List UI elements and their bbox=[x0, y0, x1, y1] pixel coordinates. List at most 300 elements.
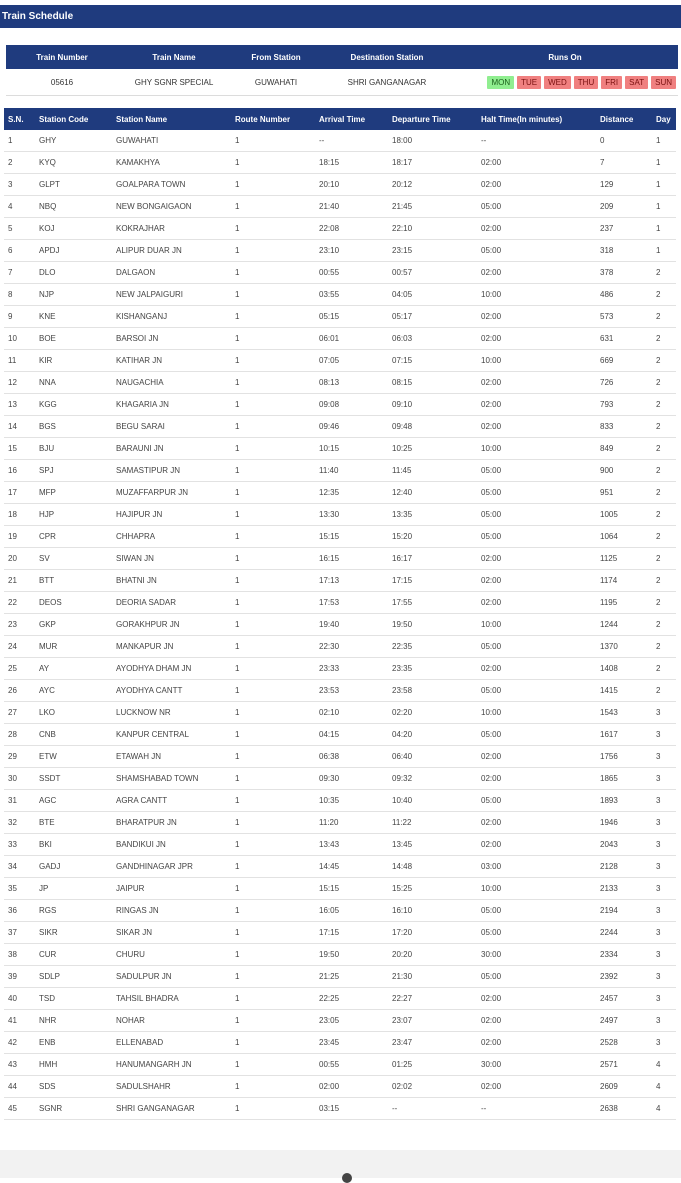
halt-time-cell: 02:00 bbox=[477, 174, 596, 196]
station-name-cell: RINGAS JN bbox=[112, 900, 231, 922]
arrival-time-cell: 23:53 bbox=[315, 680, 388, 702]
arrival-time-cell: 10:15 bbox=[315, 438, 388, 460]
day-cell: 1 bbox=[652, 174, 676, 196]
day-badge-sat: SAT bbox=[625, 76, 648, 89]
train-info-table bbox=[6, 45, 678, 96]
day-cell: 3 bbox=[652, 1010, 676, 1032]
arrival-time-cell: 09:30 bbox=[315, 768, 388, 790]
station-name-cell: AYODHYA CANTT bbox=[112, 680, 231, 702]
station-code-cell: SV bbox=[35, 548, 112, 570]
sn-cell: 39 bbox=[4, 966, 35, 988]
day-cell: 2 bbox=[652, 636, 676, 658]
day-badge-thu: THU bbox=[574, 76, 598, 89]
station-name-cell: NOHAR bbox=[112, 1010, 231, 1032]
station-code-cell: BKI bbox=[35, 834, 112, 856]
sn-cell: 10 bbox=[4, 328, 35, 350]
departure-time-cell: 02:02 bbox=[388, 1076, 477, 1098]
day-cell: 1 bbox=[652, 218, 676, 240]
sn-cell: 12 bbox=[4, 372, 35, 394]
station-code-cell: HMH bbox=[35, 1054, 112, 1076]
halt-time-cell: 02:00 bbox=[477, 988, 596, 1010]
halt-time-cell: 02:00 bbox=[477, 812, 596, 834]
halt-time-cell: 10:00 bbox=[477, 284, 596, 306]
table-row bbox=[4, 878, 676, 900]
station-code-cell: BTT bbox=[35, 570, 112, 592]
departure-time-cell: 19:50 bbox=[388, 614, 477, 636]
route-number-cell: 1 bbox=[231, 130, 315, 152]
route-number-cell: 1 bbox=[231, 1032, 315, 1054]
day-badge-sun: SUN bbox=[651, 76, 676, 89]
route-number-cell: 1 bbox=[231, 988, 315, 1010]
halt-time-cell: 05:00 bbox=[477, 526, 596, 548]
station-name-cell: SIKAR JN bbox=[112, 922, 231, 944]
col-halt-time: Halt Time(In minutes) bbox=[477, 108, 596, 130]
distance-cell: 2497 bbox=[596, 1010, 652, 1032]
day-badge-fri: FRI bbox=[601, 76, 622, 89]
train-info-row bbox=[6, 69, 678, 96]
distance-cell: 726 bbox=[596, 372, 652, 394]
table-row bbox=[4, 922, 676, 944]
station-code-cell: JP bbox=[35, 878, 112, 900]
col-departure-time: Departure Time bbox=[388, 108, 477, 130]
route-number-cell: 1 bbox=[231, 306, 315, 328]
day-cell: 2 bbox=[652, 526, 676, 548]
halt-time-cell: -- bbox=[477, 1098, 596, 1120]
sn-cell: 45 bbox=[4, 1098, 35, 1120]
day-cell: 3 bbox=[652, 878, 676, 900]
station-name-cell: BARSOI JN bbox=[112, 328, 231, 350]
departure-time-cell: 11:45 bbox=[388, 460, 477, 482]
table-row bbox=[4, 1054, 676, 1076]
distance-cell: 951 bbox=[596, 482, 652, 504]
table-row bbox=[4, 482, 676, 504]
departure-time-cell: 20:20 bbox=[388, 944, 477, 966]
day-cell: 3 bbox=[652, 922, 676, 944]
halt-time-cell: 02:00 bbox=[477, 548, 596, 570]
sn-cell: 17 bbox=[4, 482, 35, 504]
arrival-time-cell: 15:15 bbox=[315, 878, 388, 900]
arrival-time-cell: 00:55 bbox=[315, 1054, 388, 1076]
station-code-cell: BGS bbox=[35, 416, 112, 438]
footer-bar bbox=[0, 1150, 681, 1178]
route-number-cell: 1 bbox=[231, 196, 315, 218]
station-code-cell: BJU bbox=[35, 438, 112, 460]
page-title: Train Schedule bbox=[2, 11, 74, 22]
arrival-time-cell: 18:15 bbox=[315, 152, 388, 174]
route-number-cell: 1 bbox=[231, 504, 315, 526]
station-name-cell: NEW JALPAIGURI bbox=[112, 284, 231, 306]
table-row bbox=[4, 746, 676, 768]
table-row bbox=[4, 900, 676, 922]
sn-cell: 35 bbox=[4, 878, 35, 900]
route-number-cell: 1 bbox=[231, 702, 315, 724]
route-number-cell: 1 bbox=[231, 1054, 315, 1076]
station-code-cell: GLPT bbox=[35, 174, 112, 196]
table-row bbox=[4, 240, 676, 262]
station-code-cell: DLO bbox=[35, 262, 112, 284]
route-number-cell: 1 bbox=[231, 218, 315, 240]
distance-cell: 2244 bbox=[596, 922, 652, 944]
departure-time-cell: -- bbox=[388, 1098, 477, 1120]
arrival-time-cell: 16:05 bbox=[315, 900, 388, 922]
departure-time-cell: 04:20 bbox=[388, 724, 477, 746]
station-code-cell: ETW bbox=[35, 746, 112, 768]
halt-time-cell: 05:00 bbox=[477, 922, 596, 944]
table-row bbox=[4, 790, 676, 812]
route-number-cell: 1 bbox=[231, 1076, 315, 1098]
distance-cell: 900 bbox=[596, 460, 652, 482]
distance-cell: 2571 bbox=[596, 1054, 652, 1076]
day-cell: 3 bbox=[652, 944, 676, 966]
table-row bbox=[4, 130, 676, 152]
route-number-cell: 1 bbox=[231, 922, 315, 944]
table-row bbox=[4, 680, 676, 702]
route-number-cell: 1 bbox=[231, 636, 315, 658]
day-cell: 1 bbox=[652, 130, 676, 152]
route-number-cell: 1 bbox=[231, 1010, 315, 1032]
route-number-cell: 1 bbox=[231, 262, 315, 284]
halt-time-cell: 02:00 bbox=[477, 218, 596, 240]
departure-time-cell: 22:35 bbox=[388, 636, 477, 658]
distance-cell: 1244 bbox=[596, 614, 652, 636]
departure-time-cell: 04:05 bbox=[388, 284, 477, 306]
day-cell: 1 bbox=[652, 152, 676, 174]
day-cell: 2 bbox=[652, 482, 676, 504]
station-name-cell: BANDIKUI JN bbox=[112, 834, 231, 856]
col-train-number: Train Number bbox=[6, 45, 118, 69]
departure-time-cell: 08:15 bbox=[388, 372, 477, 394]
departure-time-cell: 09:32 bbox=[388, 768, 477, 790]
halt-time-cell: 02:00 bbox=[477, 372, 596, 394]
station-name-cell: LUCKNOW NR bbox=[112, 702, 231, 724]
sn-cell: 28 bbox=[4, 724, 35, 746]
halt-time-cell: 05:00 bbox=[477, 790, 596, 812]
departure-time-cell: 01:25 bbox=[388, 1054, 477, 1076]
distance-cell: 209 bbox=[596, 196, 652, 218]
route-number-cell: 1 bbox=[231, 240, 315, 262]
distance-cell: 318 bbox=[596, 240, 652, 262]
table-row bbox=[4, 592, 676, 614]
halt-time-cell: 05:00 bbox=[477, 680, 596, 702]
station-code-cell: CPR bbox=[35, 526, 112, 548]
halt-time-cell: 30:00 bbox=[477, 1054, 596, 1076]
table-row bbox=[4, 768, 676, 790]
station-code-cell: SIKR bbox=[35, 922, 112, 944]
day-cell: 2 bbox=[652, 548, 676, 570]
distance-cell: 833 bbox=[596, 416, 652, 438]
distance-cell: 1617 bbox=[596, 724, 652, 746]
arrival-time-cell: 11:40 bbox=[315, 460, 388, 482]
halt-time-cell: 02:00 bbox=[477, 1032, 596, 1054]
halt-time-cell: 10:00 bbox=[477, 878, 596, 900]
sn-cell: 30 bbox=[4, 768, 35, 790]
station-code-cell: MUR bbox=[35, 636, 112, 658]
halt-time-cell: 10:00 bbox=[477, 614, 596, 636]
halt-time-cell: 05:00 bbox=[477, 966, 596, 988]
station-name-cell: KATIHAR JN bbox=[112, 350, 231, 372]
table-row bbox=[4, 1032, 676, 1054]
arrival-time-cell: 03:15 bbox=[315, 1098, 388, 1120]
day-cell: 3 bbox=[652, 834, 676, 856]
col-from-station: From Station bbox=[230, 45, 322, 69]
sn-cell: 2 bbox=[4, 152, 35, 174]
distance-cell: 1946 bbox=[596, 812, 652, 834]
route-number-cell: 1 bbox=[231, 174, 315, 196]
loading-indicator-icon bbox=[342, 1173, 352, 1183]
sn-cell: 16 bbox=[4, 460, 35, 482]
departure-time-cell: 05:17 bbox=[388, 306, 477, 328]
day-cell: 2 bbox=[652, 262, 676, 284]
schedule-header-row bbox=[4, 108, 676, 130]
departure-time-cell: 14:48 bbox=[388, 856, 477, 878]
distance-cell: 1543 bbox=[596, 702, 652, 724]
sn-cell: 6 bbox=[4, 240, 35, 262]
arrival-time-cell: 23:05 bbox=[315, 1010, 388, 1032]
station-code-cell: SGNR bbox=[35, 1098, 112, 1120]
sn-cell: 31 bbox=[4, 790, 35, 812]
distance-cell: 2609 bbox=[596, 1076, 652, 1098]
arrival-time-cell: 17:53 bbox=[315, 592, 388, 614]
station-name-cell: NAUGACHIA bbox=[112, 372, 231, 394]
sn-cell: 13 bbox=[4, 394, 35, 416]
halt-time-cell: 02:00 bbox=[477, 592, 596, 614]
station-code-cell: HJP bbox=[35, 504, 112, 526]
sn-cell: 4 bbox=[4, 196, 35, 218]
sn-cell: 21 bbox=[4, 570, 35, 592]
arrival-time-cell: 19:40 bbox=[315, 614, 388, 636]
distance-cell: 2334 bbox=[596, 944, 652, 966]
route-number-cell: 1 bbox=[231, 812, 315, 834]
arrival-time-cell: 13:43 bbox=[315, 834, 388, 856]
col-runs-on: Runs On bbox=[452, 45, 678, 69]
distance-cell: 129 bbox=[596, 174, 652, 196]
arrival-time-cell: 23:45 bbox=[315, 1032, 388, 1054]
station-code-cell: MFP bbox=[35, 482, 112, 504]
distance-cell: 573 bbox=[596, 306, 652, 328]
sn-cell: 24 bbox=[4, 636, 35, 658]
sn-cell: 23 bbox=[4, 614, 35, 636]
sn-cell: 9 bbox=[4, 306, 35, 328]
station-name-cell: GOALPARA TOWN bbox=[112, 174, 231, 196]
departure-time-cell: 16:17 bbox=[388, 548, 477, 570]
page-header bbox=[0, 5, 681, 28]
route-number-cell: 1 bbox=[231, 372, 315, 394]
station-name-cell: SHAMSHABAD TOWN bbox=[112, 768, 231, 790]
station-code-cell: BTE bbox=[35, 812, 112, 834]
station-code-cell: BOE bbox=[35, 328, 112, 350]
sn-cell: 14 bbox=[4, 416, 35, 438]
station-code-cell: CUR bbox=[35, 944, 112, 966]
route-number-cell: 1 bbox=[231, 592, 315, 614]
distance-cell: 486 bbox=[596, 284, 652, 306]
from-station: GUWAHATI bbox=[230, 69, 322, 96]
station-name-cell: KHAGARIA JN bbox=[112, 394, 231, 416]
station-code-cell: CNB bbox=[35, 724, 112, 746]
distance-cell: 1005 bbox=[596, 504, 652, 526]
station-name-cell: MUZAFFARPUR JN bbox=[112, 482, 231, 504]
station-name-cell: SAMASTIPUR JN bbox=[112, 460, 231, 482]
station-name-cell: SHRI GANGANAGAR bbox=[112, 1098, 231, 1120]
station-name-cell: KISHANGANJ bbox=[112, 306, 231, 328]
station-code-cell: KGG bbox=[35, 394, 112, 416]
route-number-cell: 1 bbox=[231, 438, 315, 460]
arrival-time-cell: 14:45 bbox=[315, 856, 388, 878]
day-cell: 2 bbox=[652, 680, 676, 702]
table-row bbox=[4, 702, 676, 724]
distance-cell: 631 bbox=[596, 328, 652, 350]
sn-cell: 5 bbox=[4, 218, 35, 240]
departure-time-cell: 17:55 bbox=[388, 592, 477, 614]
sn-cell: 19 bbox=[4, 526, 35, 548]
table-row bbox=[4, 372, 676, 394]
halt-time-cell: 05:00 bbox=[477, 240, 596, 262]
station-code-cell: DEOS bbox=[35, 592, 112, 614]
arrival-time-cell: 06:38 bbox=[315, 746, 388, 768]
route-number-cell: 1 bbox=[231, 570, 315, 592]
station-name-cell: AYODHYA DHAM JN bbox=[112, 658, 231, 680]
arrival-time-cell: 04:15 bbox=[315, 724, 388, 746]
distance-cell: 849 bbox=[596, 438, 652, 460]
day-cell: 2 bbox=[652, 592, 676, 614]
distance-cell: 793 bbox=[596, 394, 652, 416]
station-code-cell: AYC bbox=[35, 680, 112, 702]
day-cell: 1 bbox=[652, 196, 676, 218]
departure-time-cell: 06:40 bbox=[388, 746, 477, 768]
halt-time-cell: 02:00 bbox=[477, 570, 596, 592]
departure-time-cell: 02:20 bbox=[388, 702, 477, 724]
station-name-cell: ELLENABAD bbox=[112, 1032, 231, 1054]
sn-cell: 27 bbox=[4, 702, 35, 724]
station-name-cell: AGRA CANTT bbox=[112, 790, 231, 812]
departure-time-cell: 23:07 bbox=[388, 1010, 477, 1032]
station-code-cell: APDJ bbox=[35, 240, 112, 262]
col-destination-station: Destination Station bbox=[322, 45, 452, 69]
departure-time-cell: 23:35 bbox=[388, 658, 477, 680]
halt-time-cell: 02:00 bbox=[477, 328, 596, 350]
station-name-cell: SIWAN JN bbox=[112, 548, 231, 570]
sn-cell: 36 bbox=[4, 900, 35, 922]
day-cell: 3 bbox=[652, 988, 676, 1010]
sn-cell: 41 bbox=[4, 1010, 35, 1032]
day-cell: 2 bbox=[652, 658, 676, 680]
route-number-cell: 1 bbox=[231, 746, 315, 768]
col-arrival-time: Arrival Time bbox=[315, 108, 388, 130]
station-code-cell: GHY bbox=[35, 130, 112, 152]
sn-cell: 11 bbox=[4, 350, 35, 372]
table-row bbox=[4, 724, 676, 746]
halt-time-cell: 02:00 bbox=[477, 416, 596, 438]
station-code-cell: KIR bbox=[35, 350, 112, 372]
table-row bbox=[4, 944, 676, 966]
table-row bbox=[4, 526, 676, 548]
table-row bbox=[4, 460, 676, 482]
day-cell: 3 bbox=[652, 966, 676, 988]
departure-time-cell: 15:25 bbox=[388, 878, 477, 900]
departure-time-cell: 23:58 bbox=[388, 680, 477, 702]
day-cell: 3 bbox=[652, 790, 676, 812]
station-name-cell: BHATNI JN bbox=[112, 570, 231, 592]
day-cell: 3 bbox=[652, 856, 676, 878]
day-cell: 1 bbox=[652, 240, 676, 262]
halt-time-cell: 02:00 bbox=[477, 746, 596, 768]
station-name-cell: ETAWAH JN bbox=[112, 746, 231, 768]
station-name-cell: BEGU SARAI bbox=[112, 416, 231, 438]
day-cell: 2 bbox=[652, 570, 676, 592]
table-row bbox=[4, 416, 676, 438]
route-number-cell: 1 bbox=[231, 548, 315, 570]
departure-time-cell: 18:17 bbox=[388, 152, 477, 174]
station-code-cell: AY bbox=[35, 658, 112, 680]
arrival-time-cell: 15:15 bbox=[315, 526, 388, 548]
departure-time-cell: 23:47 bbox=[388, 1032, 477, 1054]
station-code-cell: GKP bbox=[35, 614, 112, 636]
station-name-cell: GUWAHATI bbox=[112, 130, 231, 152]
arrival-time-cell: 17:15 bbox=[315, 922, 388, 944]
distance-cell: 7 bbox=[596, 152, 652, 174]
sn-cell: 34 bbox=[4, 856, 35, 878]
sn-cell: 43 bbox=[4, 1054, 35, 1076]
halt-time-cell: 05:00 bbox=[477, 460, 596, 482]
sn-cell: 18 bbox=[4, 504, 35, 526]
day-cell: 2 bbox=[652, 460, 676, 482]
distance-cell: 2528 bbox=[596, 1032, 652, 1054]
departure-time-cell: 13:35 bbox=[388, 504, 477, 526]
sn-cell: 15 bbox=[4, 438, 35, 460]
departure-time-cell: 23:15 bbox=[388, 240, 477, 262]
station-code-cell: NNA bbox=[35, 372, 112, 394]
day-cell: 2 bbox=[652, 504, 676, 526]
table-row bbox=[4, 196, 676, 218]
distance-cell: 378 bbox=[596, 262, 652, 284]
station-name-cell: KOKRAJHAR bbox=[112, 218, 231, 240]
day-cell: 3 bbox=[652, 768, 676, 790]
table-row bbox=[4, 350, 676, 372]
arrival-time-cell: 22:25 bbox=[315, 988, 388, 1010]
day-cell: 3 bbox=[652, 746, 676, 768]
arrival-time-cell: 12:35 bbox=[315, 482, 388, 504]
table-row bbox=[4, 174, 676, 196]
table-row bbox=[4, 504, 676, 526]
halt-time-cell: 02:00 bbox=[477, 1010, 596, 1032]
station-name-cell: HAJIPUR JN bbox=[112, 504, 231, 526]
station-code-cell: KNE bbox=[35, 306, 112, 328]
day-badge-mon: MON bbox=[487, 76, 514, 89]
sn-cell: 33 bbox=[4, 834, 35, 856]
sn-cell: 40 bbox=[4, 988, 35, 1010]
halt-time-cell: 02:00 bbox=[477, 1076, 596, 1098]
station-name-cell: MANKAPUR JN bbox=[112, 636, 231, 658]
station-code-cell: NHR bbox=[35, 1010, 112, 1032]
distance-cell: 2638 bbox=[596, 1098, 652, 1120]
sn-cell: 8 bbox=[4, 284, 35, 306]
halt-time-cell: 05:00 bbox=[477, 482, 596, 504]
departure-time-cell: 07:15 bbox=[388, 350, 477, 372]
arrival-time-cell: 21:40 bbox=[315, 196, 388, 218]
day-cell: 2 bbox=[652, 614, 676, 636]
distance-cell: 1408 bbox=[596, 658, 652, 680]
departure-time-cell: 09:10 bbox=[388, 394, 477, 416]
sn-cell: 1 bbox=[4, 130, 35, 152]
halt-time-cell: 02:00 bbox=[477, 768, 596, 790]
departure-time-cell: 18:00 bbox=[388, 130, 477, 152]
arrival-time-cell: 07:05 bbox=[315, 350, 388, 372]
sn-cell: 20 bbox=[4, 548, 35, 570]
table-row bbox=[4, 218, 676, 240]
train-number: 05616 bbox=[6, 69, 118, 96]
arrival-time-cell: 09:08 bbox=[315, 394, 388, 416]
halt-time-cell: 02:00 bbox=[477, 834, 596, 856]
route-number-cell: 1 bbox=[231, 790, 315, 812]
